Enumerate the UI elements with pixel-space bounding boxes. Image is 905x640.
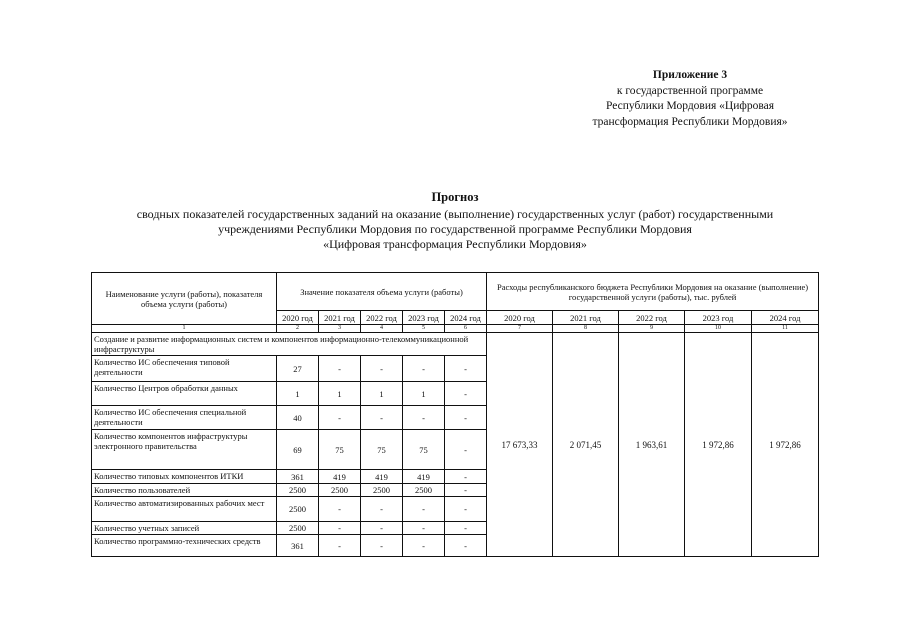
column-number-7: 7 [487, 325, 553, 333]
column-number-8: 8 [553, 325, 619, 333]
column-number-11: 11 [752, 325, 819, 333]
indicator-value: - [361, 522, 403, 535]
indicator-value: - [319, 406, 361, 430]
indicator-value: 2500 [361, 484, 403, 497]
indicator-value: 361 [277, 470, 319, 484]
column-number-9: 9 [619, 325, 685, 333]
indicator-value: - [319, 522, 361, 535]
indicator-name: Количество учетных записей [92, 522, 277, 535]
header-expense-year-4: 2023 год [685, 311, 752, 325]
indicator-value: 2500 [277, 484, 319, 497]
indicator-value: 75 [361, 430, 403, 470]
indicator-value: - [403, 497, 445, 522]
expense-value-3: 1 963,61 [619, 333, 685, 557]
indicator-name: Количество ИС обеспечения типовой деятельности [92, 356, 277, 382]
document-title [60, 190, 850, 252]
indicator-value: 361 [277, 535, 319, 557]
column-number-4: 4 [361, 325, 403, 333]
indicator-value: 1 [403, 382, 445, 406]
section-title: Создание и развитие информационных систем и компонентов информационно-телекоммуникационной инфраструктуры [92, 333, 487, 356]
indicator-value: - [361, 535, 403, 557]
column-number-3: 3 [319, 325, 361, 333]
indicator-value: 419 [361, 470, 403, 484]
indicator-name: Количество автоматизированных рабочих мест [92, 497, 277, 522]
appendix-heading: Приложение 3 [652, 69, 728, 81]
indicator-value: 40 [277, 406, 319, 430]
appendix-line: к государственной программе [616, 84, 764, 97]
indicator-value: 2500 [277, 497, 319, 522]
indicator-value: - [361, 356, 403, 382]
header-volume-year-5: 2024 год [445, 311, 487, 325]
indicator-value: - [361, 497, 403, 522]
header-expense-group: Расходы республиканского бюджета Республики Мордовия на оказание (выполнение) государственной услуги (работы), тыс. рублей [487, 273, 819, 311]
indicator-value: - [445, 535, 487, 557]
indicator-value: - [445, 522, 487, 535]
indicator-value: 75 [319, 430, 361, 470]
expense-value-1: 17 673,33 [487, 333, 553, 557]
header-expense-year-5: 2024 год [752, 311, 819, 325]
forecast-table [91, 272, 819, 557]
indicator-value: - [361, 406, 403, 430]
indicator-value: - [445, 430, 487, 470]
indicator-value: - [445, 356, 487, 382]
expense-value-2: 2 071,45 [553, 333, 619, 557]
header-volume-year-4: 2023 год [403, 311, 445, 325]
indicator-value: - [403, 535, 445, 557]
indicator-name: Количество Центров обработки данных [92, 382, 277, 406]
indicator-name: Количество пользователей [92, 484, 277, 497]
column-number-1: 1 [92, 325, 277, 333]
indicator-name: Количество типовых компонентов ИТКИ [92, 470, 277, 484]
indicator-value: - [445, 497, 487, 522]
indicator-value: - [445, 382, 487, 406]
header-volume-group: Значение показателя объема услуги (работы) [277, 273, 487, 311]
title-line: учреждениями Республики Мордовия по государственной программе Республики Мордовия [218, 222, 692, 236]
appendix-line: Республики Мордовия «Цифровая [605, 100, 775, 112]
expense-value-5: 1 972,86 [752, 333, 819, 557]
indicator-value: 1 [319, 382, 361, 406]
indicator-value: 2500 [403, 484, 445, 497]
indicator-name: Количество программно-технических средств [92, 535, 277, 557]
indicator-value: 2500 [277, 522, 319, 535]
indicator-value: - [319, 356, 361, 382]
indicator-value: - [445, 406, 487, 430]
indicator-value: - [403, 522, 445, 535]
column-number-2: 2 [277, 325, 319, 333]
header-volume-year-2: 2021 год [319, 311, 361, 325]
column-number-10: 10 [685, 325, 752, 333]
indicator-value: 419 [319, 470, 361, 484]
column-number-5: 5 [403, 325, 445, 333]
indicator-value: - [445, 484, 487, 497]
indicator-value: 1 [277, 382, 319, 406]
header-volume-year-1: 2020 год [277, 311, 319, 325]
indicator-value: 419 [403, 470, 445, 484]
indicator-value: - [403, 406, 445, 430]
indicator-name: Количество компонентов инфраструктуры электронного правительства [92, 430, 277, 470]
appendix-line: трансформация Республики Мордовия» [592, 115, 788, 128]
indicator-value: 69 [277, 430, 319, 470]
indicator-value: 1 [361, 382, 403, 406]
header-expense-year-3: 2022 год [619, 311, 685, 325]
indicator-value: - [319, 535, 361, 557]
header-expense-year-1: 2020 год [487, 311, 553, 325]
indicator-value: - [319, 497, 361, 522]
expense-value-4: 1 972,86 [685, 333, 752, 557]
indicator-value: 27 [277, 356, 319, 382]
indicator-value: 2500 [319, 484, 361, 497]
indicator-value: 75 [403, 430, 445, 470]
column-number-6: 6 [445, 325, 487, 333]
table-header-row [92, 273, 819, 311]
table-column-number-row [92, 325, 819, 333]
indicator-name: Количество ИС обеспечения специальной деятельности [92, 406, 277, 430]
appendix-caption [540, 68, 840, 130]
table-section-row [92, 333, 819, 356]
header-name-column: Наименование услуги (работы), показателя объема услуги (работы) [92, 273, 277, 325]
title-heading: Прогноз [431, 190, 479, 204]
header-volume-year-3: 2022 год [361, 311, 403, 325]
indicator-value: - [445, 470, 487, 484]
header-expense-year-2: 2021 год [553, 311, 619, 325]
indicator-value: - [403, 356, 445, 382]
title-line: «Цифровая трансформация Республики Мордовия» [323, 237, 587, 251]
title-line: сводных показателей государственных заданий на оказание (выполнение) государственных услуг (работ) государственными [136, 207, 774, 221]
